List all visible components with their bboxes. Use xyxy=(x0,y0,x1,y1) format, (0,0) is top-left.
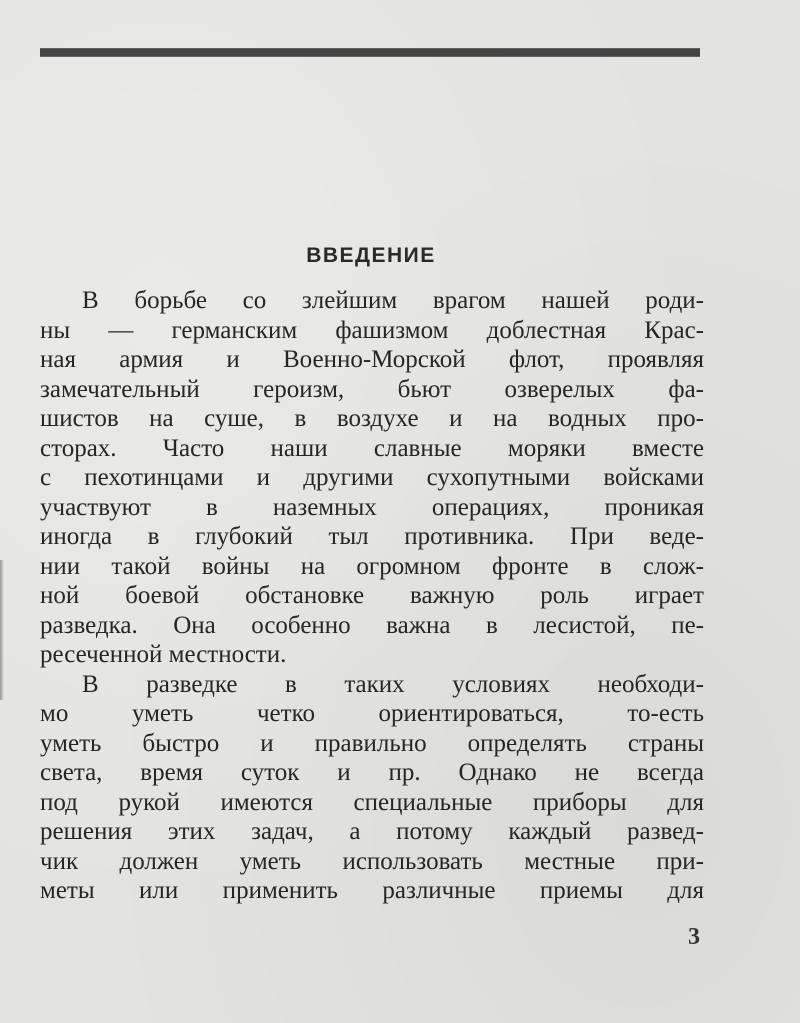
text-line: решения этих задач, а потому каждый развед- xyxy=(40,818,704,845)
page-number: 3 xyxy=(688,924,700,950)
text-line: сторах. Часто наши славные моряки вместе xyxy=(40,434,704,462)
text-line: замечательный героизм, бьют озверелых фа- xyxy=(40,375,704,403)
text-line: ная армия и Военно-Морской флот, проявляя xyxy=(40,346,704,373)
text-line: ны — германским фашизмом доблестная Крас- xyxy=(40,316,704,344)
text-line: нии такой войны на огромном фронте в слож- xyxy=(40,552,704,580)
text-line: чик должен уметь использовать местные при- xyxy=(40,847,704,875)
text-line: В борьбе со злейшим врагом нашей роди- xyxy=(82,287,704,314)
text-line: разведка. Она особенно важна в лесистой, пе- xyxy=(40,611,704,639)
text-line: уметь быстро и правильно определять страны xyxy=(40,729,704,757)
text-line: В разведке в таких условиях необходи- xyxy=(82,670,704,698)
text-line: меты или применить различные приемы для xyxy=(40,877,704,904)
paragraph-1 xyxy=(40,286,704,670)
text-line: с пехотинцами и другими сухопутными войсками xyxy=(40,464,704,491)
text-line: участвуют в наземных операциях, проникая xyxy=(40,493,704,521)
page-edge-shadow xyxy=(0,560,4,700)
text-line: ной боевой обстановке важную роль играет xyxy=(40,582,704,609)
text-line: иногда в глубокий тыл противника. При веде- xyxy=(40,523,704,550)
text-line: мо уметь четко ориентироваться, то-есть xyxy=(40,700,704,727)
paragraph-2 xyxy=(40,670,704,906)
top-rule xyxy=(40,48,700,57)
text-line: ресеченной местности. xyxy=(40,641,287,668)
section-heading: ВВЕДЕНИЕ xyxy=(306,244,436,267)
text-line: под рукой имеются специальные приборы для xyxy=(40,788,704,816)
text-line: света, время суток и пр. Однако не всегда xyxy=(40,759,704,786)
body-text xyxy=(40,286,704,906)
text-line: шистов на суше, в воздухе и на водных про- xyxy=(40,405,704,432)
